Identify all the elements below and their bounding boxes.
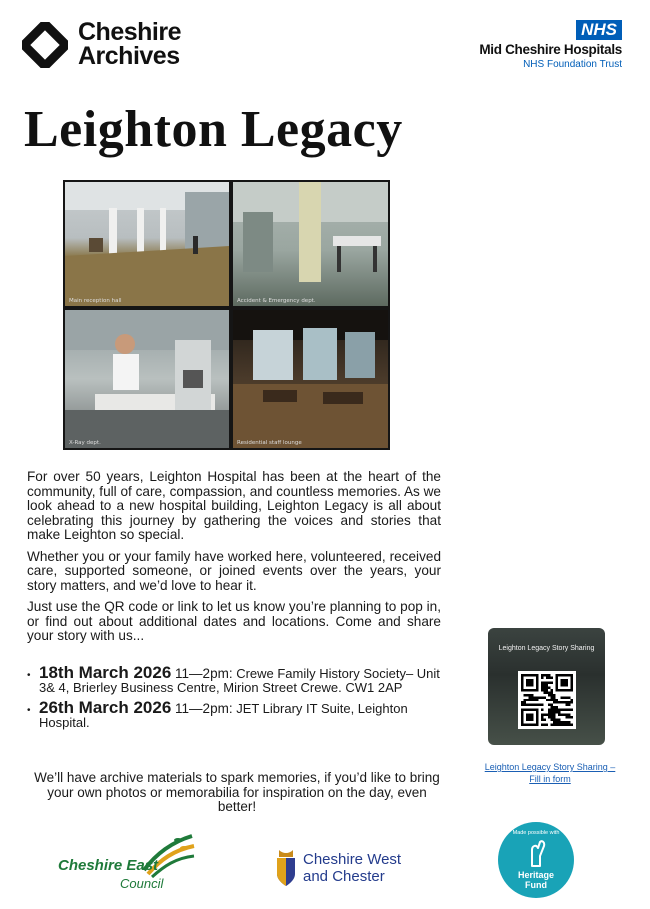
crossed-fingers-icon xyxy=(526,840,546,868)
heritage-fund-wordmark: Heritage Fund xyxy=(517,870,554,890)
closing-text: We’ll have archive materials to spark memories, if you’d like to bring your own photos or memorabilia for inspiration on the day, even better! xyxy=(34,770,440,814)
nhs-logo xyxy=(452,20,622,70)
event-list xyxy=(27,663,447,736)
nhs-trust-name: Mid Cheshire Hospitals xyxy=(479,42,622,57)
intro-text xyxy=(27,470,441,651)
event-item xyxy=(27,663,447,695)
intro-paragraph: Whether you or your family have worked here, volunteered, received care, supported someone, or joined events over the years, your story matters, and we’d love to hear it. xyxy=(27,548,441,593)
cheshire-archives-logo-mark xyxy=(22,22,68,68)
qr-panel-title: Leighton Legacy Story Sharing xyxy=(498,645,595,652)
photo-caption: Accident & Emergency dept. xyxy=(237,298,316,304)
event-date: 26th March 2026 xyxy=(39,698,172,717)
cheshire-archives-logo xyxy=(22,20,202,72)
qr-code-panel[interactable] xyxy=(488,628,605,745)
event-time: 11—2pm: xyxy=(171,666,233,681)
bullet-icon: • xyxy=(27,670,31,681)
event-details: Crewe Family History Society– Unit 3& 4, Brierley Business Centre, Mirion Street Crewe. CW1 2AP xyxy=(39,666,440,695)
heritage-fund-logo xyxy=(498,822,574,898)
heritage-made-possible: Made possible with xyxy=(512,830,560,836)
council-wordmark: Council xyxy=(120,876,164,891)
cheshire-east-council-logo xyxy=(58,830,198,892)
photo-caption: Main reception hall xyxy=(69,298,122,304)
event-details: JET Library IT Suite, Leighton Hospital. xyxy=(39,701,408,730)
hospital-photo-collage xyxy=(63,180,390,450)
event-item xyxy=(27,698,447,730)
photo-xray-dept xyxy=(65,310,229,448)
page-title: Leighton Legacy xyxy=(24,101,403,158)
event-time: 11—2pm: xyxy=(171,701,233,716)
photo-caption: Residential staff lounge xyxy=(237,440,302,446)
nhs-trust-subtitle: NHS Foundation Trust xyxy=(523,59,622,70)
cheshire-archives-wordmark: Cheshire Archives xyxy=(78,18,181,70)
nhs-badge: NHS xyxy=(576,20,622,40)
photo-caption: X-Ray dept. xyxy=(69,440,101,446)
story-sharing-form-link[interactable]: Leighton Legacy Story Sharing – Fill in form xyxy=(484,762,616,784)
cheshire-west-chester-logo xyxy=(273,848,413,892)
photo-accident-emergency xyxy=(233,182,388,306)
photo-main-reception-hall xyxy=(65,182,229,306)
intro-paragraph: For over 50 years, Leighton Hospital has been at the heart of the community, full of care, compassion, and countless memories. As we look ahead to a new hospital building, Leighton Legacy is all about celebrating this journey by gathering the voices and stories that make Leighton so special. xyxy=(27,469,441,542)
cheshire-west-wordmark: Cheshire West and Chester xyxy=(303,851,402,885)
event-date: 18th March 2026 xyxy=(39,663,172,682)
crest-icon xyxy=(273,848,299,888)
cheshire-east-wordmark: Cheshire East xyxy=(58,857,159,874)
bullet-icon: • xyxy=(27,705,31,716)
photo-residential-staff-lounge xyxy=(233,310,388,448)
intro-paragraph: Just use the QR code or link to let us know you’re planning to pop in, or find out about additional dates and locations. Come and share your story with us... xyxy=(27,599,441,643)
qr-code-icon[interactable] xyxy=(518,671,576,729)
